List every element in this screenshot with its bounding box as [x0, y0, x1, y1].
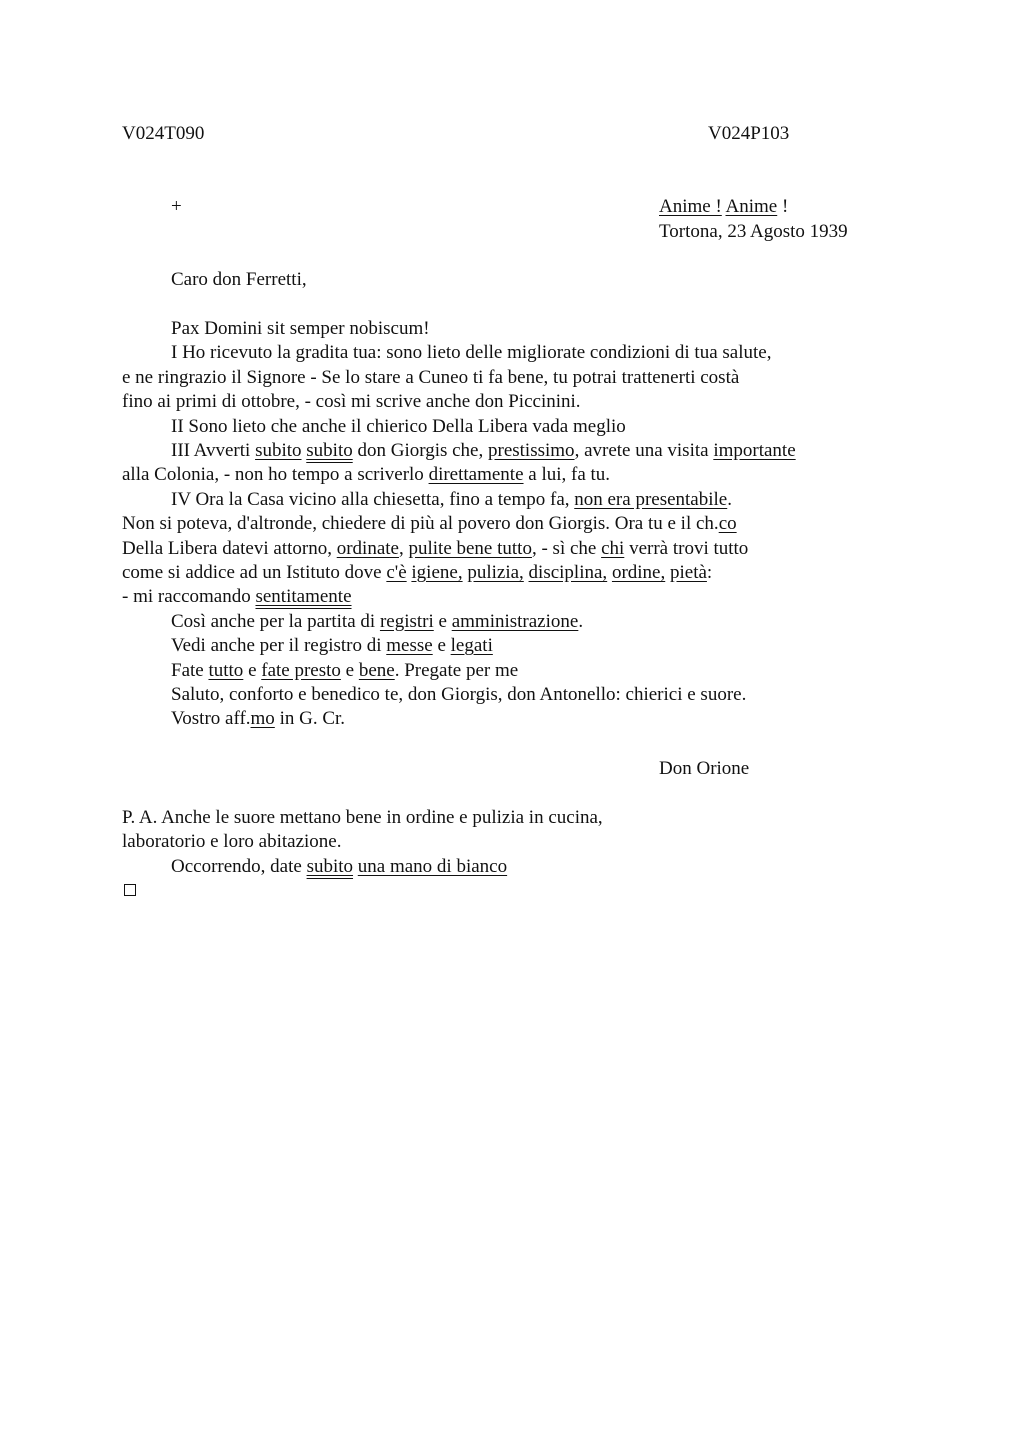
letter-line	[171, 683, 746, 707]
underlined-text: mo	[250, 708, 275, 730]
letter-line	[122, 561, 712, 585]
underlined-text: pulite bene tutto	[408, 537, 532, 559]
letter-line	[171, 317, 430, 341]
motto-end: !	[777, 196, 789, 217]
text-run: .	[578, 610, 584, 632]
letter-line	[171, 707, 345, 731]
salutation: Caro don Ferretti,	[171, 269, 307, 290]
underlined-text: chi	[601, 537, 625, 559]
underlined-text: ordinate	[336, 537, 399, 559]
motto-word-1: Anime !	[659, 196, 722, 217]
end-box	[124, 884, 136, 896]
header-left-code: V024T090	[122, 123, 205, 144]
underlined-text: legati	[450, 635, 493, 657]
text-run: don Giorgis che,	[352, 440, 488, 461]
underlined-text: non era presentabile	[574, 488, 728, 510]
text-run: come si addice ad un Istituto dove	[122, 562, 387, 583]
text-run: Della Libera datevi attorno,	[122, 537, 337, 559]
underlined-text: sentitamente	[255, 586, 352, 608]
underlined-text: bene	[358, 659, 395, 681]
postscript-line	[122, 830, 341, 854]
letter-line	[171, 488, 732, 512]
underlined-text: tutto	[208, 659, 244, 681]
place-date: Tortona, 23 Agosto 1939	[659, 221, 848, 242]
underlined-text: pulizia,	[467, 562, 524, 583]
text-run: .	[727, 488, 732, 510]
header-right-code: V024P103	[708, 123, 790, 144]
underlined-text: ordine,	[611, 562, 666, 583]
text-run: e	[432, 635, 451, 657]
letter-line	[171, 341, 771, 365]
text-run: a lui, fa tu.	[523, 464, 611, 486]
underlined-text: prestissimo	[488, 440, 575, 461]
letter-line	[122, 463, 610, 487]
underlined-text: una mano di bianco	[357, 855, 508, 877]
postscript-line	[122, 806, 603, 830]
underlined-text: registri	[379, 610, 434, 632]
cross-symbol: +	[171, 196, 182, 217]
signature: Don Orione	[659, 758, 750, 779]
underlined-text: importante	[713, 440, 796, 461]
underlined-text: disciplina,	[528, 562, 608, 583]
text-run: verrà trovi tutto	[624, 537, 749, 559]
underlined-text: c'è	[386, 562, 407, 583]
text-run: - mi raccomando	[122, 586, 256, 608]
text-run: Saluto, conforto e benedico te, don Giorgis, don Antonello: chierici e suore.	[171, 684, 747, 705]
text-run: Pax Domini sit semper nobiscum!	[171, 318, 430, 339]
letter-line	[122, 537, 748, 561]
underlined-text: messe	[386, 635, 433, 657]
text-run: fino ai primi di ottobre, - così mi scrive anche don Piccinini.	[122, 391, 581, 413]
letter-line	[122, 512, 737, 536]
underlined-text: co	[718, 513, 737, 535]
letter-line	[171, 659, 518, 683]
text-run: e	[243, 659, 262, 681]
text-run: e	[340, 659, 359, 681]
letter-line	[122, 390, 581, 414]
underlined-text: subito	[306, 440, 353, 461]
text-run: . Pregate per me	[394, 659, 519, 681]
text-run: ,	[398, 537, 409, 559]
letter-line	[171, 610, 583, 634]
text-run: e ne ringrazio il Signore - Se lo stare a Cuneo ti fa bene, tu potrai trattenerti costà	[122, 366, 740, 388]
text-run: , - sì che	[531, 537, 602, 559]
text-run: Non si poteva, d'altronde, chiedere di più al povero don Giorgis. Ora tu e il ch.	[122, 513, 719, 535]
text-run: Fate	[171, 659, 209, 681]
underlined-text: pietà	[669, 562, 707, 583]
postscript-line	[171, 855, 507, 879]
underlined-text: subito	[306, 855, 354, 877]
text-run: P. A. Anche le suore mettano bene in ordine e pulizia in cucina,	[122, 807, 603, 828]
text-run: II Sono lieto che anche il chierico Della Libera vada meglio	[171, 415, 626, 437]
text-run: IV Ora la Casa vicino alla chiesetta, fino a tempo fa,	[171, 488, 575, 510]
underlined-text: direttamente	[428, 464, 524, 486]
text-run: , avrete una visita	[574, 440, 714, 461]
motto-word-2: Anime	[725, 196, 778, 217]
underlined-text: subito	[255, 440, 302, 461]
letter-line	[171, 634, 493, 658]
text-run: e	[433, 610, 452, 632]
motto	[659, 195, 788, 219]
letter-line	[122, 366, 739, 390]
underlined-text: igiene,	[411, 562, 463, 583]
text-run: in G. Cr.	[274, 708, 346, 730]
text-run: alla Colonia, - non ho tempo a scriverlo	[122, 464, 429, 486]
text-run: laboratorio e loro abitazione.	[122, 831, 342, 853]
text-run: Vedi anche per il registro di	[171, 635, 387, 657]
text-run: Occorrendo, date	[171, 855, 307, 877]
text-run: :	[706, 562, 713, 583]
letter-line	[171, 415, 626, 439]
underlined-text: fate presto	[261, 659, 341, 681]
letter-line	[122, 585, 352, 609]
text-run: Così anche per la partita di	[171, 610, 380, 632]
letter-line	[171, 439, 796, 463]
text-run: III Avverti	[171, 440, 256, 461]
underlined-text: amministrazione	[451, 610, 579, 632]
text-run: Vostro aff.	[171, 708, 251, 730]
text-run: I Ho ricevuto la gradita tua: sono lieto delle migliorate condizioni di tua salute,	[171, 342, 772, 364]
